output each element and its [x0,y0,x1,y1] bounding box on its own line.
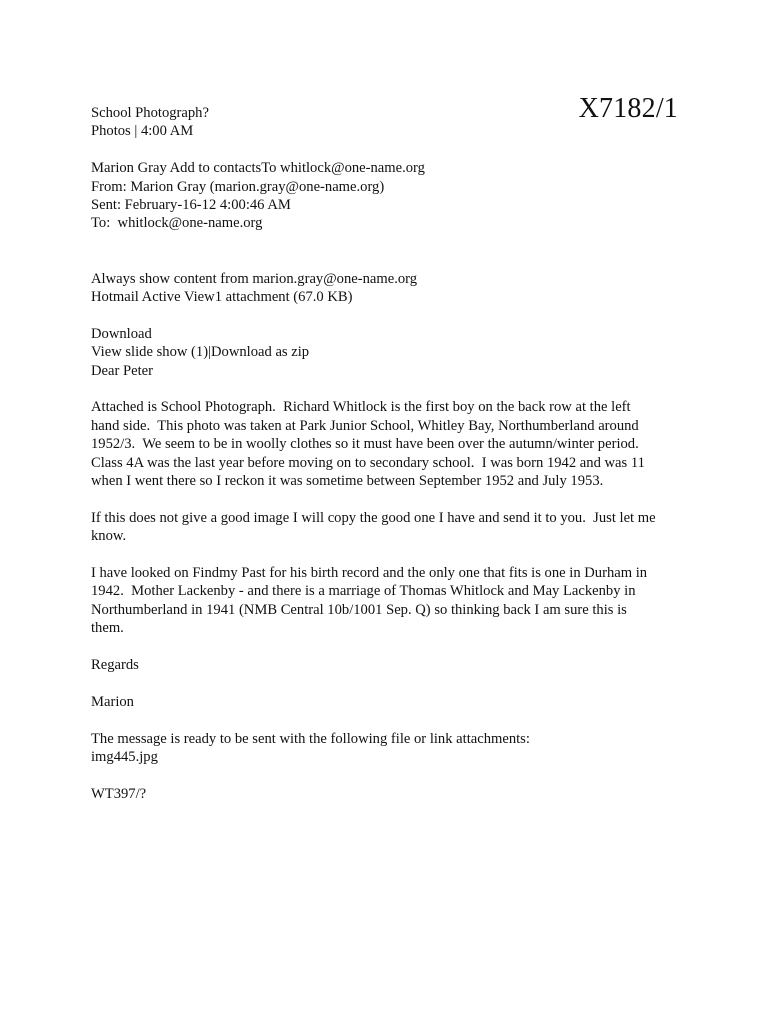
email-content [91,104,691,803]
sent-line: Sent: February-16-12 4:00:46 AM [91,197,291,214]
always-show-notice: Always show content from marion.gray@one-name.org [91,270,418,287]
from-line: From: Marion Gray (marion.gray@one-name.org) [91,178,385,195]
greeting: Dear Peter [91,362,153,379]
body-paragraph-2 [91,509,691,546]
slideshow-zip-links: View slide show (1)|Download as zip [91,344,310,361]
closing: Regards [91,657,139,674]
paragraph-line: 1952/3. We seem to be in woolly clothes so it must have been over the autumn/winter period. [91,436,639,453]
body-paragraph-3 [91,564,691,638]
paragraph-line: I have looked on Findmy Past for his birth record and the only one that fits is one in Durham in [91,565,648,582]
ready-notice: The message is ready to be sent with the following file or link attachments: [91,730,530,747]
paragraph-line: Northumberland in 1941 (NMB Central 10b/1001 Sep. Q) so thinking back I am sure this is [91,601,627,618]
email-subject: School Photograph? [91,105,209,121]
paragraph-line: when I went there so I reckon it was sometime between September 1952 and July 1953. [91,473,604,490]
spacer [91,766,691,784]
spacer [91,306,691,324]
spacer [91,490,691,508]
paragraph-line: If this does not give a good image I will copy the good one I have and send it to you. Just let me [91,509,656,526]
spacer [91,233,691,270]
spacer [91,380,691,398]
spacer [91,141,691,159]
attachment-info: Hotmail Active View1 attachment (67.0 KB) [91,289,353,306]
download-link: Download [91,325,152,342]
spacer [91,638,691,656]
sender-line: Marion Gray Add to contactsTo whitlock@one-name.org [91,160,425,177]
paragraph-line: Attached is School Photograph. Richard Whitlock is the first boy on the back row at the left [91,399,631,416]
reference-code: X7182/1 [578,93,678,124]
spacer [91,674,691,692]
paragraph-line: 1942. Mother Lackenby - and there is a marriage of Thomas Whitlock and May Lackenby in [91,583,636,600]
folder-time: Photos | 4:00 AM [91,123,194,140]
paragraph-line: Class 4A was the last year before moving on to secondary school. I was born 1942 and was 11 [91,454,645,471]
paragraph-line: hand side. This photo was taken at Park Junior School, Whitley Bay, Northumberland around [91,417,639,434]
paragraph-line: know. [91,528,127,545]
footer-code: WT397/? [91,785,147,802]
attachment-file: img445.jpg [91,749,158,766]
to-line: To: whitlock@one-name.org [91,215,263,232]
spacer [91,711,691,729]
body-paragraph-1 [91,398,691,490]
paragraph-line: them. [91,620,124,637]
spacer [91,546,691,564]
signature: Marion [91,693,134,710]
